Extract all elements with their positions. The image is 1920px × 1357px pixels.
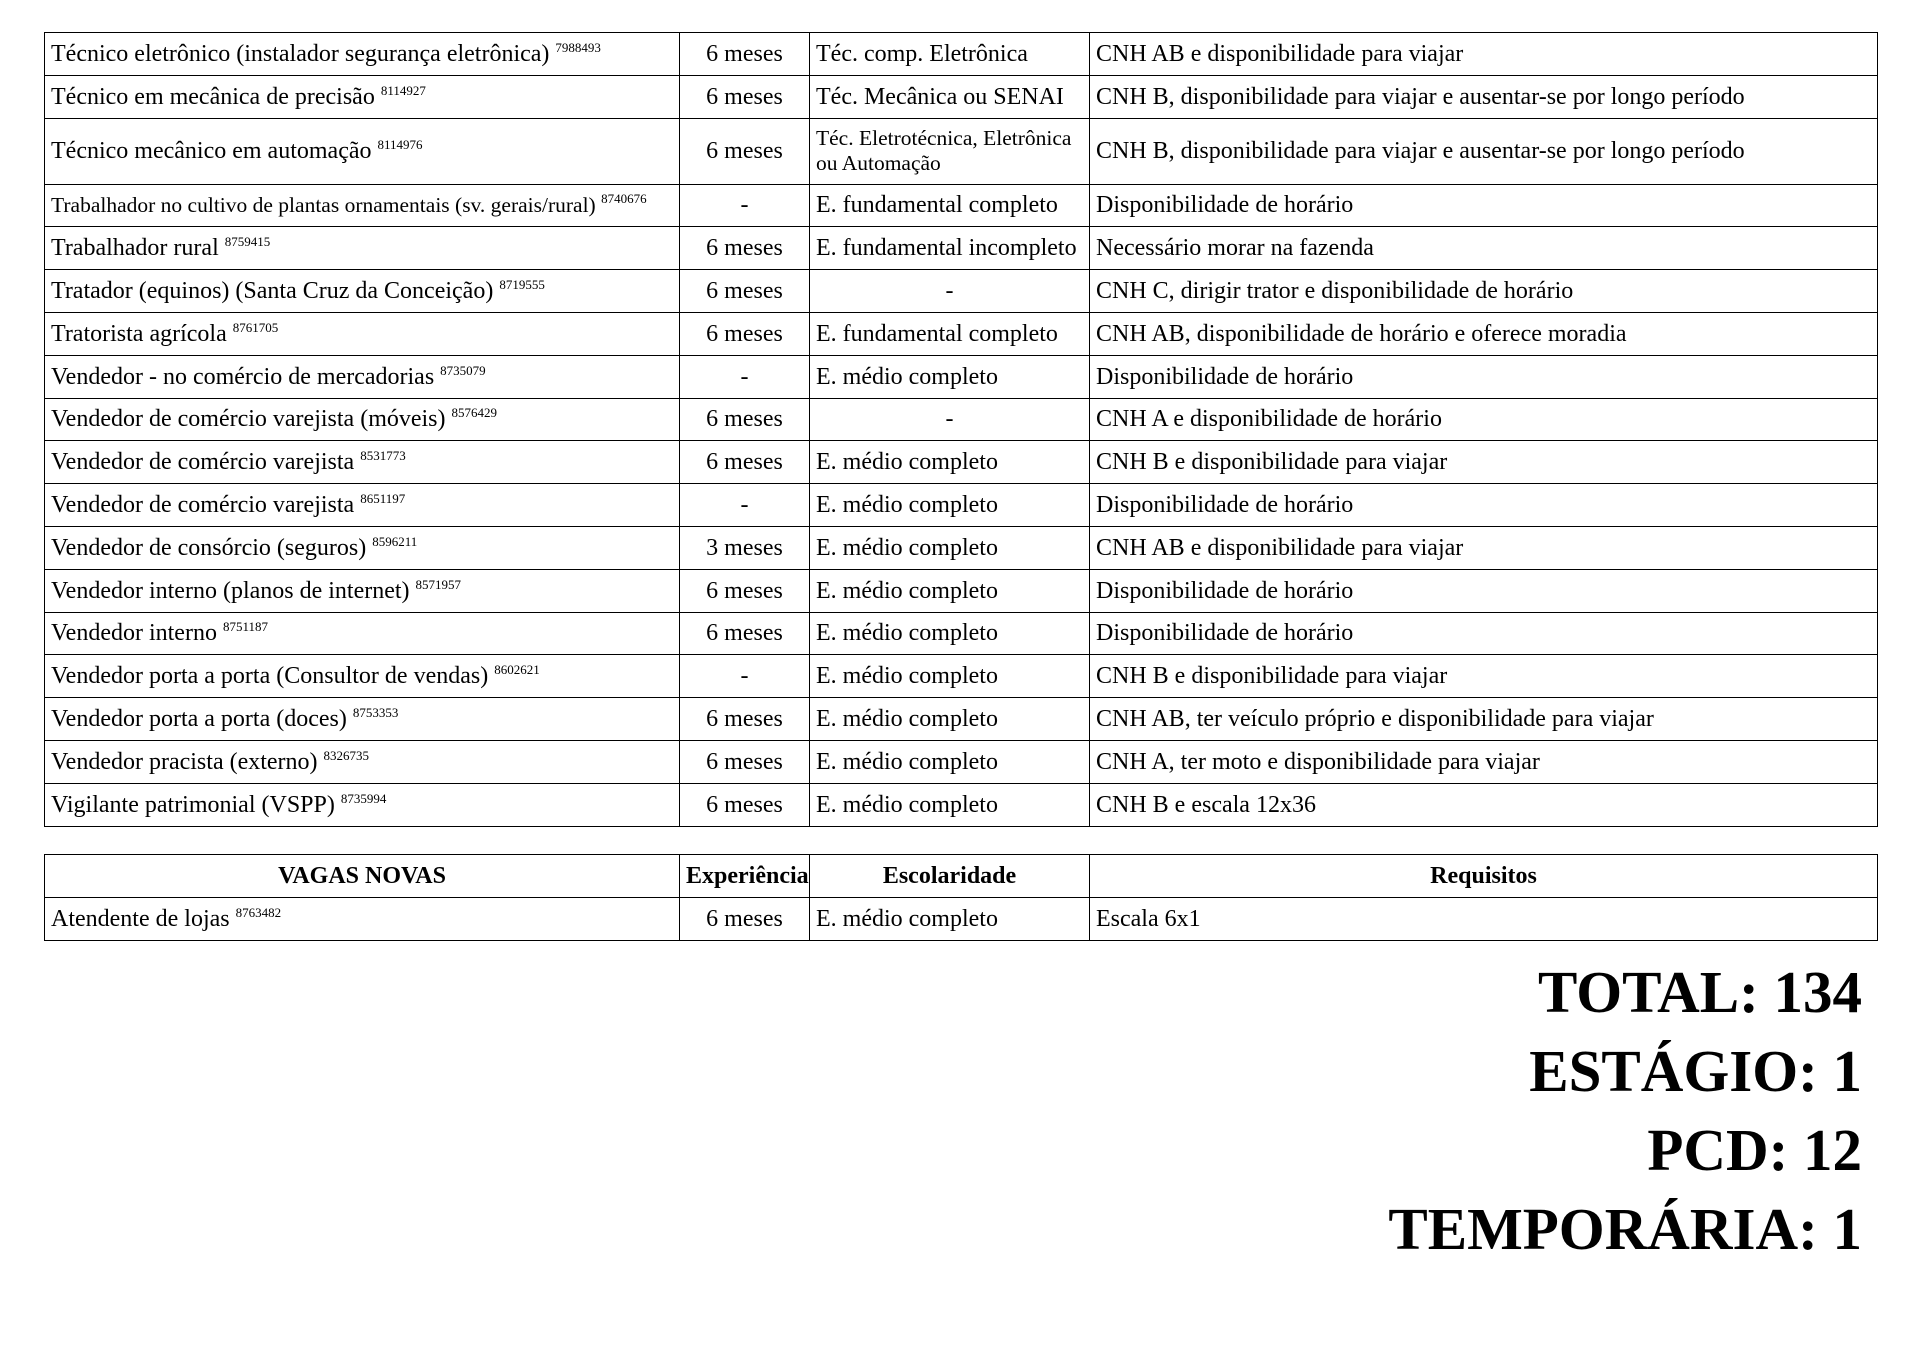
- requirements-cell: Disponibilidade de horário: [1090, 612, 1878, 655]
- job-code: 8576429: [451, 405, 498, 421]
- job-title: Técnico eletrônico (instalador segurança eletrônica) $^{7988493}$: [45, 33, 680, 76]
- requirements-cell: Escala 6x1: [1090, 897, 1878, 940]
- job-title: Atendente de lojas $^{8763482}$: [45, 897, 680, 940]
- job-code: 8596211: [372, 533, 418, 549]
- table-row: [45, 75, 1878, 118]
- job-code: 8571957: [415, 576, 462, 592]
- education-cell: E. médio completo: [810, 569, 1090, 612]
- experience-cell: -: [680, 655, 810, 698]
- experience-cell: 6 meses: [680, 612, 810, 655]
- job-title: Trabalhador rural $^{8759415}$: [45, 227, 680, 270]
- job-title: Vendedor de comércio varejista (móveis) $^{8576429}$: [45, 398, 680, 441]
- table-row: [45, 655, 1878, 698]
- job-code: 8531773: [360, 448, 406, 464]
- table-row: [45, 270, 1878, 313]
- education-cell: -: [810, 398, 1090, 441]
- experience-cell: -: [680, 184, 810, 227]
- job-code: 8735994: [340, 790, 387, 806]
- education-cell: -: [810, 270, 1090, 313]
- job-code: 8719555: [499, 277, 545, 293]
- job-title: Vendedor - no comércio de mercadorias $^{8735079}$: [45, 355, 680, 398]
- requirements-cell: Disponibilidade de horário: [1090, 184, 1878, 227]
- job-code: 7988493: [555, 39, 601, 55]
- education-cell: E. médio completo: [810, 355, 1090, 398]
- table-row: [45, 783, 1878, 826]
- job-title: Vendedor de comércio varejista $^{8531773}$: [45, 441, 680, 484]
- experience-cell: 6 meses: [680, 569, 810, 612]
- job-listings-table: [44, 32, 1878, 827]
- table-row: [45, 897, 1878, 940]
- education-cell: E. médio completo: [810, 526, 1090, 569]
- job-title: Trabalhador no cultivo de plantas ornamentais (sv. gerais/rural) $^{8740676}$: [45, 184, 680, 227]
- job-code: 8759415: [224, 234, 271, 250]
- requirements-cell: CNH AB, disponibilidade de horário e oferece moradia: [1090, 312, 1878, 355]
- education-cell: E. médio completo: [810, 897, 1090, 940]
- education-cell: E. médio completo: [810, 484, 1090, 527]
- education-cell: E. fundamental incompleto: [810, 227, 1090, 270]
- table-row: [45, 398, 1878, 441]
- header-experiencia: Experiência: [680, 855, 810, 898]
- experience-cell: 6 meses: [680, 227, 810, 270]
- requirements-cell: CNH C, dirigir trator e disponibilidade de horário: [1090, 270, 1878, 313]
- experience-cell: 6 meses: [680, 312, 810, 355]
- experience-cell: 6 meses: [680, 75, 810, 118]
- totals-summary: [1388, 953, 1862, 1269]
- table-header-row: [45, 855, 1878, 898]
- experience-cell: 6 meses: [680, 783, 810, 826]
- education-cell: E. fundamental completo: [810, 312, 1090, 355]
- table-row: [45, 740, 1878, 783]
- requirements-cell: CNH B, disponibilidade para viajar e ausentar-se por longo período: [1090, 75, 1878, 118]
- requirements-cell: CNH B e disponibilidade para viajar: [1090, 655, 1878, 698]
- job-code: 8326735: [323, 747, 370, 763]
- requirements-cell: CNH B, disponibilidade para viajar e ausentar-se por longo período: [1090, 118, 1878, 184]
- table-row: [45, 569, 1878, 612]
- table-row: [45, 698, 1878, 741]
- table-row: [45, 484, 1878, 527]
- education-cell: E. médio completo: [810, 655, 1090, 698]
- job-code: 8114927: [380, 82, 426, 98]
- requirements-cell: CNH A, ter moto e disponibilidade para viajar: [1090, 740, 1878, 783]
- job-title: Vendedor de consórcio (seguros) $^{8596211}$: [45, 526, 680, 569]
- requirements-cell: Disponibilidade de horário: [1090, 484, 1878, 527]
- experience-cell: -: [680, 355, 810, 398]
- header-requisitos: Requisitos: [1090, 855, 1878, 898]
- job-title: Vendedor interno (planos de internet) $^{8571957}$: [45, 569, 680, 612]
- experience-cell: 6 meses: [680, 698, 810, 741]
- experience-cell: 6 meses: [680, 33, 810, 76]
- table-row: [45, 441, 1878, 484]
- requirements-cell: CNH AB, ter veículo próprio e disponibilidade para viajar: [1090, 698, 1878, 741]
- education-cell: Téc. Mecânica ou SENAI: [810, 75, 1090, 118]
- job-code: 8602621: [494, 662, 540, 678]
- requirements-cell: Disponibilidade de horário: [1090, 355, 1878, 398]
- education-cell: E. fundamental completo: [810, 184, 1090, 227]
- job-code: 8651197: [360, 491, 406, 507]
- table-row: [45, 227, 1878, 270]
- new-jobs-table: [44, 854, 1878, 941]
- job-code: 8740676: [601, 191, 647, 207]
- header-escolaridade: Escolaridade: [810, 855, 1090, 898]
- job-code: 8751187: [222, 619, 268, 635]
- job-code: 8763482: [235, 904, 282, 920]
- experience-cell: 3 meses: [680, 526, 810, 569]
- requirements-cell: Necessário morar na fazenda: [1090, 227, 1878, 270]
- job-title: Vendedor de comércio varejista $^{8651197}$: [45, 484, 680, 527]
- temporaria-count: TEMPORÁRIA: 1: [1388, 1196, 1862, 1262]
- total-count: TOTAL: 134: [1537, 959, 1862, 1025]
- education-cell: E. médio completo: [810, 740, 1090, 783]
- experience-cell: 6 meses: [680, 398, 810, 441]
- job-title: Técnico mecânico em automação $^{8114976}$: [45, 118, 680, 184]
- job-code: 8114976: [377, 137, 423, 153]
- requirements-cell: CNH AB e disponibilidade para viajar: [1090, 526, 1878, 569]
- job-title: Vendedor porta a porta (Consultor de vendas) $^{8602621}$: [45, 655, 680, 698]
- table-row: [45, 118, 1878, 184]
- job-code: 8761705: [232, 319, 279, 335]
- experience-cell: 6 meses: [680, 118, 810, 184]
- education-cell: E. médio completo: [810, 698, 1090, 741]
- requirements-cell: CNH AB e disponibilidade para viajar: [1090, 33, 1878, 76]
- job-title: Vendedor interno $^{8751187}$: [45, 612, 680, 655]
- job-title: Técnico em mecânica de precisão $^{8114927}$: [45, 75, 680, 118]
- pcd-count: PCD: 12: [1647, 1117, 1862, 1183]
- experience-cell: -: [680, 484, 810, 527]
- table-row: [45, 312, 1878, 355]
- experience-cell: 6 meses: [680, 270, 810, 313]
- estagio-count: ESTÁGIO: 1: [1529, 1038, 1862, 1104]
- requirements-cell: CNH A e disponibilidade de horário: [1090, 398, 1878, 441]
- requirements-cell: Disponibilidade de horário: [1090, 569, 1878, 612]
- requirements-cell: CNH B e escala 12x36: [1090, 783, 1878, 826]
- education-cell: E. médio completo: [810, 612, 1090, 655]
- education-cell: E. médio completo: [810, 783, 1090, 826]
- experience-cell: 6 meses: [680, 897, 810, 940]
- job-code: 8753353: [352, 705, 399, 721]
- job-title: Vendedor porta a porta (doces) $^{8753353}$: [45, 698, 680, 741]
- job-title: Vendedor pracista (externo) $^{8326735}$: [45, 740, 680, 783]
- table-row: [45, 33, 1878, 76]
- job-title: Tratador (equinos) (Santa Cruz da Conceição) $^{8719555}$: [45, 270, 680, 313]
- table-row: [45, 355, 1878, 398]
- education-cell: Téc. Eletrotécnica, Eletrônica ou Automação: [810, 118, 1090, 184]
- table-row: [45, 526, 1878, 569]
- table-row: [45, 184, 1878, 227]
- job-code: 8735079: [440, 362, 486, 378]
- job-title: Vigilante patrimonial (VSPP) $^{8735994}$: [45, 783, 680, 826]
- experience-cell: 6 meses: [680, 441, 810, 484]
- requirements-cell: CNH B e disponibilidade para viajar: [1090, 441, 1878, 484]
- experience-cell: 6 meses: [680, 740, 810, 783]
- education-cell: E. médio completo: [810, 441, 1090, 484]
- job-title: Tratorista agrícola $^{8761705}$: [45, 312, 680, 355]
- header-vagas-novas: VAGAS NOVAS: [45, 855, 680, 898]
- table-row: [45, 612, 1878, 655]
- education-cell: Téc. comp. Eletrônica: [810, 33, 1090, 76]
